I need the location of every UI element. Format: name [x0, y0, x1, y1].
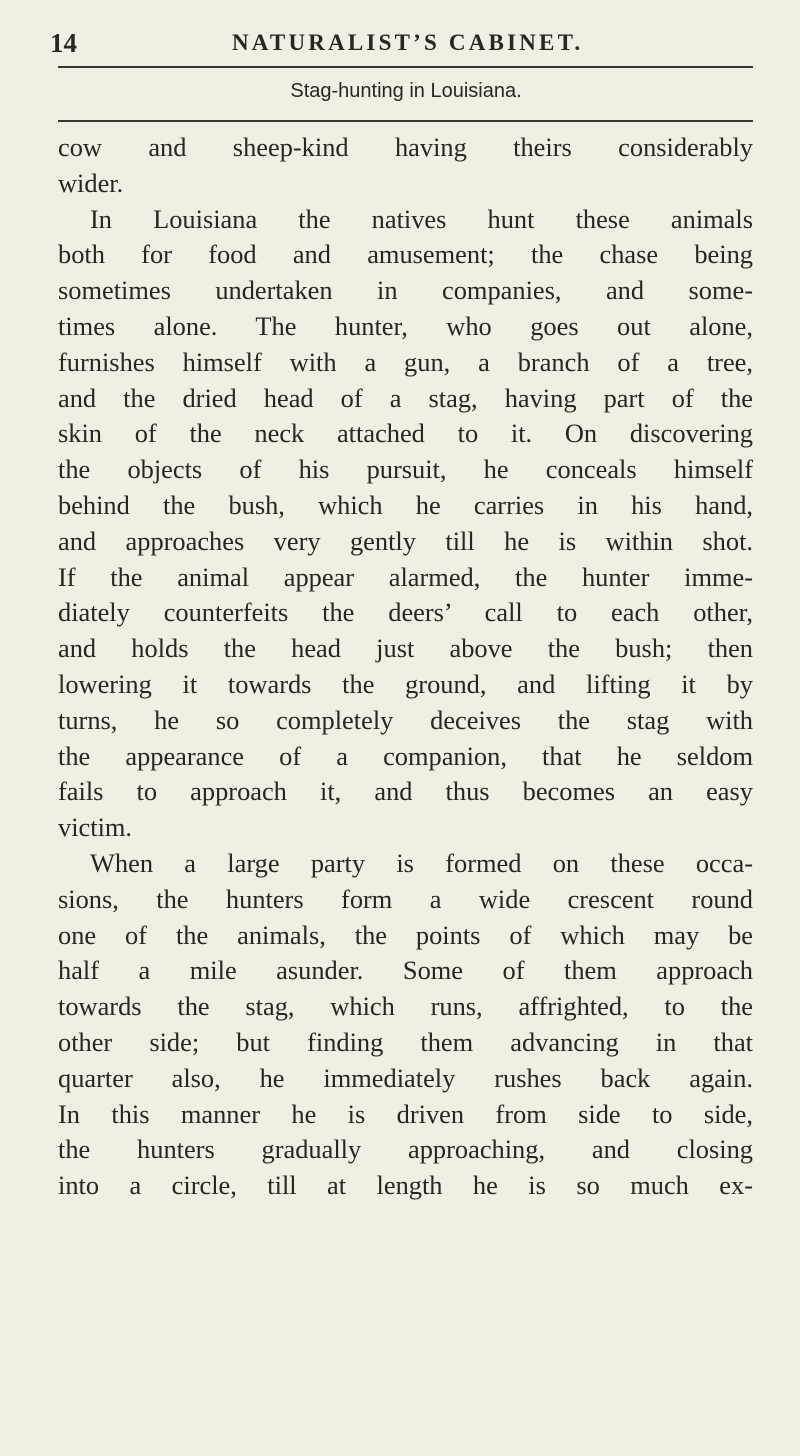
- section-subhead: Stag-hunting in Louisiana.: [290, 80, 522, 102]
- text-line: turns, he so completely deceives the stag with: [58, 704, 753, 735]
- text-line: towards the stag, which runs, affrighted, to the: [58, 991, 753, 1022]
- text-line: sions, the hunters form a wide crescent round: [58, 883, 753, 914]
- text-line: fails to approach it, and thus becomes an easy: [58, 776, 753, 807]
- text-line: both for food and amusement; the chase being: [58, 239, 753, 270]
- text-line: and the dried head of a stag, having part of the: [58, 382, 753, 413]
- text-line: times alone. The hunter, who goes out alone,: [58, 310, 753, 341]
- text-line: the objects of his pursuit, he conceals himself: [58, 454, 753, 485]
- text-line: the appearance of a companion, that he seldom: [58, 740, 753, 771]
- text-line: and approaches very gently till he is within shot.: [58, 525, 753, 556]
- text-line: victim.: [58, 812, 133, 843]
- text-line: lowering it towards the ground, and lifting it by: [58, 668, 753, 699]
- body-text: [58, 130, 753, 1204]
- text-line: skin of the neck attached to it. On discovering: [58, 418, 753, 449]
- text-line: furnishes himself with a gun, a branch of a tree,: [58, 346, 753, 377]
- text-line: the hunters gradually approaching, and closing: [58, 1134, 753, 1165]
- paragraph-first-line: When a large party is formed on these occa-: [90, 847, 753, 878]
- text-line: quarter also, he immediately rushes back again.: [58, 1062, 753, 1093]
- text-line: into a circle, till at length he is so much ex-: [58, 1170, 753, 1201]
- text-line: and holds the head just above the bush; then: [58, 633, 753, 664]
- running-head: [50, 28, 760, 62]
- page-number: 14: [50, 28, 77, 58]
- text-line: sometimes undertaken in companies, and some-: [58, 275, 753, 306]
- text-line: one of the animals, the points of which may be: [58, 919, 753, 950]
- header-rule-top: [58, 66, 753, 68]
- paragraph-first-line: In Louisiana the natives hunt these animals: [90, 203, 753, 234]
- text-line: diately counterfeits the deers’ call to each other,: [58, 597, 753, 628]
- running-title: NATURALIST’S CABINET.: [232, 30, 584, 55]
- text-line: In this manner he is driven from side to side,: [58, 1098, 753, 1129]
- text-line: half a mile asunder. Some of them approach: [58, 955, 753, 986]
- text-line: cow and sheep-kind having theirs considerably: [58, 132, 753, 162]
- text-line: other side; but finding them advancing in that: [58, 1026, 753, 1057]
- text-line: If the animal appear alarmed, the hunter imme-: [58, 561, 753, 592]
- text-line: behind the bush, which he carries in his hand,: [58, 489, 753, 520]
- text-line: wider.: [58, 167, 124, 198]
- header-rule-bottom: [58, 120, 753, 122]
